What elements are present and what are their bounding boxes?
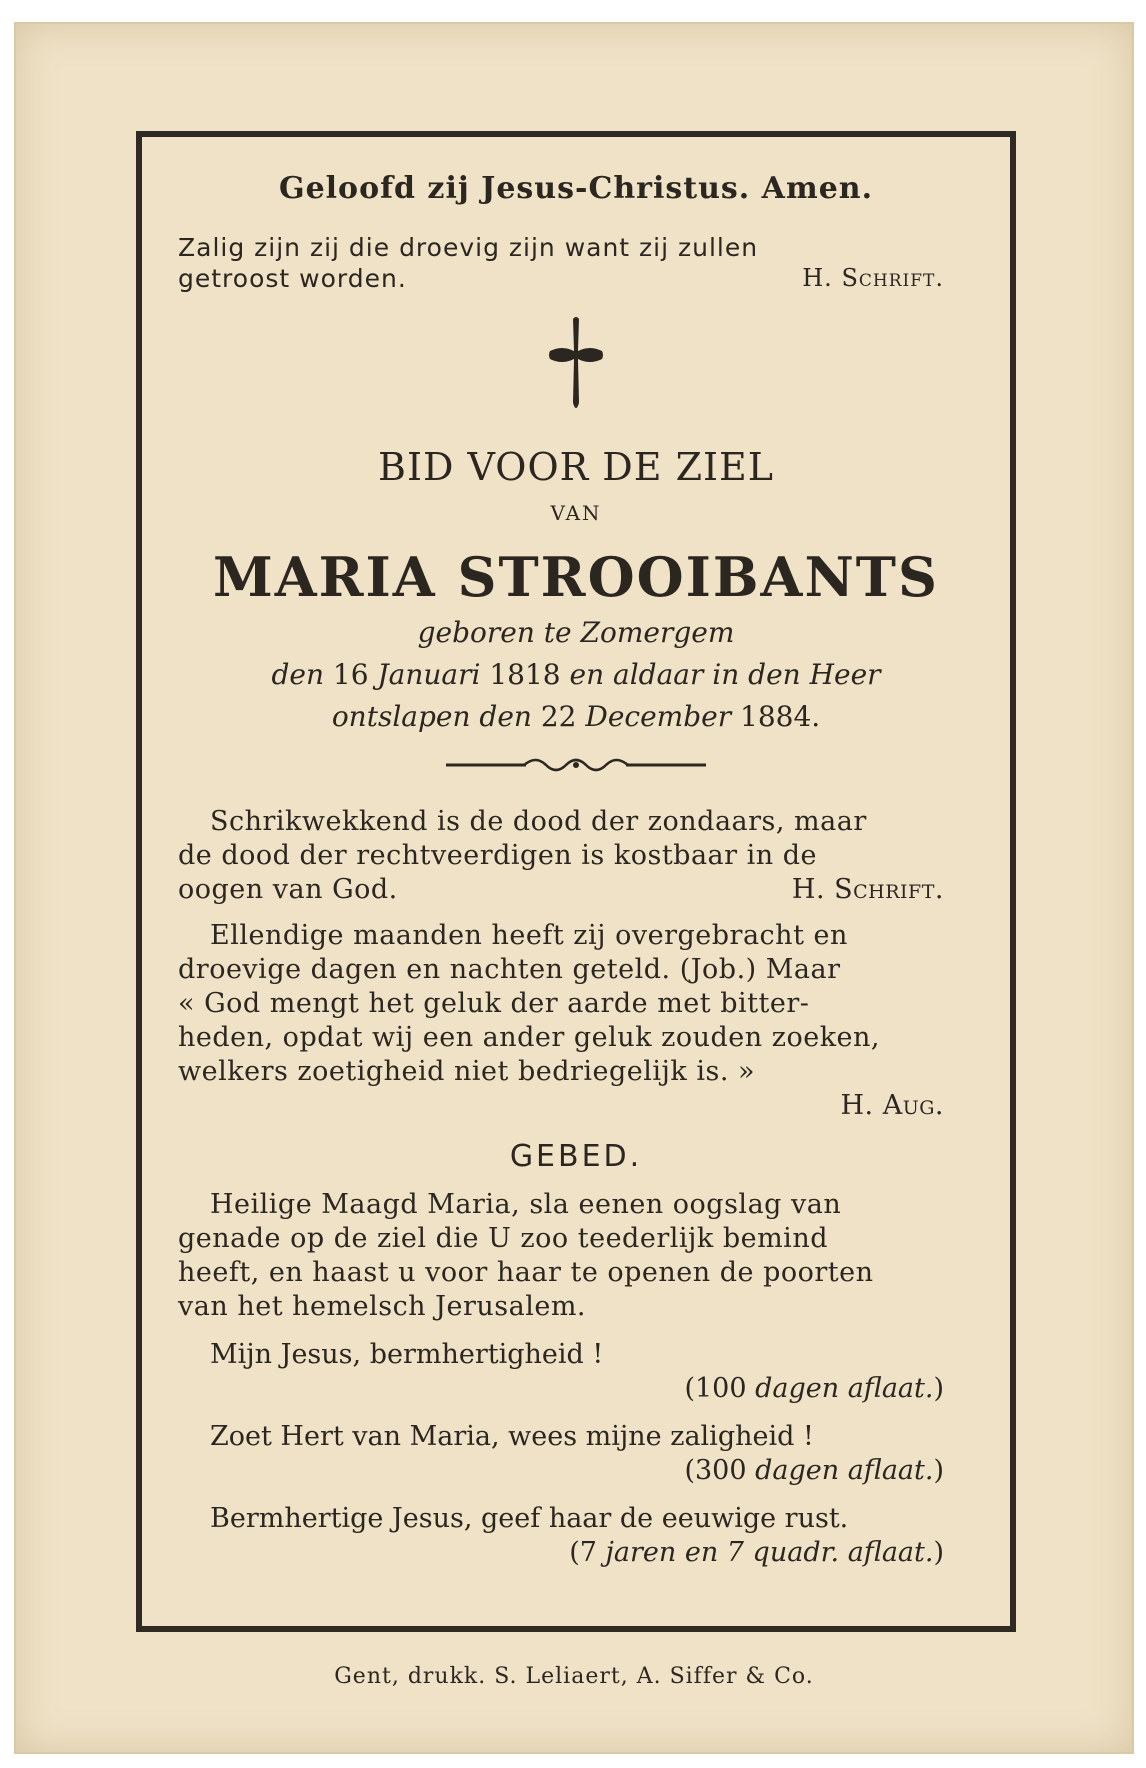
quote-1: Schrikwekkend is de dood der zondaars, maar de dood der rechtveerdigen is kostbaar in de oogen van God. H. Schrift.	[178, 805, 974, 907]
indulgence-3: (7 jaren en 7 quadr. aflaat.)	[569, 1537, 944, 1568]
prayer-text: Heilige Maagd Maria, sla eenen oogslag van genade op de ziel die U zoo teederlijk bemind heeft, en haast u voor haar te openen de poorten van het hemelsch Jerusalem.	[178, 1189, 874, 1322]
quote-1-source: H. Schrift.	[791, 874, 944, 905]
motto-source: H. Schrift.	[802, 264, 944, 292]
motto-line-2-row	[178, 264, 974, 293]
van-label: VAN	[550, 501, 602, 525]
invocation-1: Mijn Jesus, bermhertigheid ! (100 dagen aflaat.)	[178, 1338, 974, 1406]
birth-line-3: ontslapen den 22 December 1884.	[331, 700, 821, 733]
fraktur-title: Geloofd zij Jesus-Christus. Amen.	[278, 171, 874, 206]
birth-line-1: geboren te Zomergem	[417, 616, 735, 649]
deceased-name: MARIA STROOIBANTS	[213, 545, 939, 609]
card-border-frame	[136, 131, 1016, 1632]
quote-2: Ellendige maanden heeft zij overgebracht en droevige dagen en nachten geteld. (Job.) Maar « God mengt het geluk der aarde met bitter- heden, opdat wij een ander geluk zouden zoeken, welkers zoetigheid niet bedriegelijk is. » H. Aug.	[178, 919, 974, 1123]
prayer-heading: GEBED.	[509, 1139, 643, 1174]
printer-imprint: Gent, drukk. S. Leliaert, A. Siffer & Co.	[334, 1664, 814, 1689]
memorial-card	[14, 22, 1134, 1754]
bid-heading: BID VOOR DE ZIEL	[378, 445, 774, 489]
cross-icon	[546, 315, 606, 415]
card-content	[178, 161, 974, 1570]
birth-line-2: den 16 Januari 1818 en aldaar in den Heer	[271, 658, 881, 691]
indulgence-2: (300 dagen aflaat.)	[684, 1455, 944, 1486]
invocation-3: Bermhertige Jesus, geef haar de eeuwige rust. (7 jaren en 7 quadr. aflaat.)	[178, 1502, 974, 1570]
invocation-2: Zoet Hert van Maria, wees mijne zaligheid ! (300 dagen aflaat.)	[178, 1420, 974, 1488]
motto-line-2: getroost worden.	[178, 264, 407, 293]
quote-2-source: H. Aug.	[840, 1090, 944, 1121]
ornament-divider-icon	[446, 753, 706, 777]
indulgence-1: (100 dagen aflaat.)	[684, 1373, 944, 1404]
motto-line-1: Zalig zijn zij die droevig zijn want zij zullen	[178, 233, 759, 262]
